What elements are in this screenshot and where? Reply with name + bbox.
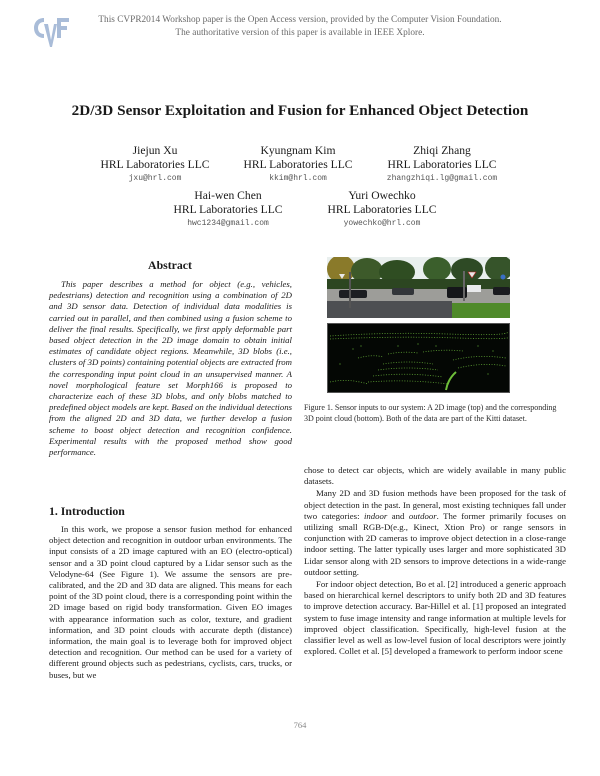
author-name: Yuri Owechko <box>348 189 416 202</box>
introduction-body-left <box>49 524 292 681</box>
author-email: yowechko@hrl.com <box>343 219 421 228</box>
abstract-paragraph: This paper describes a method for object (e.g., vehicles, pedestrians) detection and recognition using a combination of 2D and 3D sensor data. Detection of individual data modalities is carried out in parallel, and then combined using a fusion scheme to deliver the final results. Specifically, we first apply deformable part based object detection in the 2D image domain to obtain initial estimates of candidate object regions. Meanwhile, 3D blobs (i.e., clusters of 3D points) containing potential objects are extracted from the corresponding input point cloud in an unsupervised manner. A novel morphological feature set Morph166 is proposed to characterize each of these 3D blobs, and only blobs matched to predefined object models are kept. Based on the individual detections from the aligned 2D and 3D data, we further develop a fusion scheme to boost object detection and recognition confidence. Experimental results with the proposed method show good performance. <box>49 279 292 458</box>
intro-p2-and: and <box>387 510 409 521</box>
intro-paragraph-1: In this work, we propose a sensor fusion method for enhanced object detection and recognition in outdoor urban environments. The input consists of a 2D image captured with an EO (electro-optical) sensor and a 3D point cloud captured by a Lidar sensor such as the Velodyne-64 (See Figure 1). We assume the sensors are pre-calibrated, and the 2D and 3D data are aligned. This means for each point of the 3D point cloud, there is a corresponding point within the 2D image based on rigid body transformation. Given EO images with appearance information such as color, texture, and gradient information, and 3D point clouds with accurate depth (distance) information, the main goal is to leverage both for improved object detection and recognition. Our method can be used for a variety of different ground objects such as pedestrians, cyclists, cars, trucks, or buses, but we <box>49 524 292 680</box>
intro-p2-part-b: . The former primarily focuses on utilizing small RGB-D(e.g., Kinect, Xtion Pro) or range sensors in conjunction with 2D cameras to improve object detection in a close-range indoor setting. The latter typically uses larger and more sophisticated 3D Lidar sensor along with 2D sensors to improve detections in a wide-range outdoor setting. <box>304 510 567 577</box>
intro-p2-outdoor: outdoor <box>408 510 437 521</box>
author-email: hwc1234@gmail.com <box>187 219 269 228</box>
figure-1-street-image <box>327 257 510 318</box>
intro-paragraph-2 <box>304 488 566 578</box>
author-affiliation: HRL Laboratories LLC <box>387 158 497 171</box>
author-block <box>357 144 527 186</box>
author-name: Kyungnam Kim <box>260 144 336 157</box>
open-access-watermark <box>80 14 520 40</box>
intro-paragraph-1-continued: chose to detect car objects, which are widely available in many public datasets. <box>304 465 566 487</box>
author-affiliation: HRL Laboratories LLC <box>327 203 437 216</box>
author-name: Hai-wen Chen <box>194 189 262 202</box>
author-email: zhangzhiqi.lg@gmail.com <box>386 174 498 183</box>
watermark-line-1: This CVPR2014 Workshop paper is the Open Access version, provided by the Computer Vision Foundation. <box>98 15 502 25</box>
author-email: kkim@hrl.com <box>269 174 327 183</box>
author-affiliation: HRL Laboratories LLC <box>173 203 283 216</box>
cvf-logo <box>32 12 70 48</box>
page-number: 764 <box>293 720 307 730</box>
introduction-body-right <box>304 465 566 657</box>
author-name: Zhiqi Zhang <box>413 144 471 157</box>
author-email: jxu@hrl.com <box>128 174 182 183</box>
author-affiliation: HRL Laboratories LLC <box>243 158 353 171</box>
author-block <box>297 189 467 231</box>
watermark-line-2: The authoritative version of this paper is available in IEEE Xplore. <box>175 28 425 38</box>
intro-paragraph-3: For indoor object detection, Bo et al. [2] introduced a generic approach based on hierarchical kernel descriptors to unify both 2D and 3D features to improve detection accuracy. Bar-Hillel et al. [1] proposed an integrated system to fuse image intensity and range information at multiple levels for improved object classification. Specifically, high-level fusion at the classifier level as well as low-level fusion of local descriptors were jointly explored. Collet et al. [5] developed a framework to perform indoor scene <box>304 579 566 657</box>
intro-p2-indoor: indoor <box>363 510 388 521</box>
author-block <box>143 189 313 231</box>
author-name: Jiejun Xu <box>132 144 178 157</box>
intro-p2-part-a: Many 2D and 3D fusion methods have been proposed for the task of object detection in the past. In general, most existing techniques fall under two categories: <box>304 488 566 521</box>
paper-title: 2D/3D Sensor Exploitation and Fusion for Enhanced Object Detection <box>71 102 529 119</box>
abstract-heading: Abstract <box>148 258 192 272</box>
introduction-heading: 1. Introduction <box>49 504 125 518</box>
author-affiliation: HRL Laboratories LLC <box>100 158 210 171</box>
figure-1-point-cloud <box>327 323 510 393</box>
figure-1-caption: Figure 1. Sensor inputs to our system: A 2D image (top) and the corresponding 3D point cloud (bottom). Both of the data are part of the Kitti dataset. <box>304 403 557 423</box>
abstract-body <box>49 279 292 458</box>
